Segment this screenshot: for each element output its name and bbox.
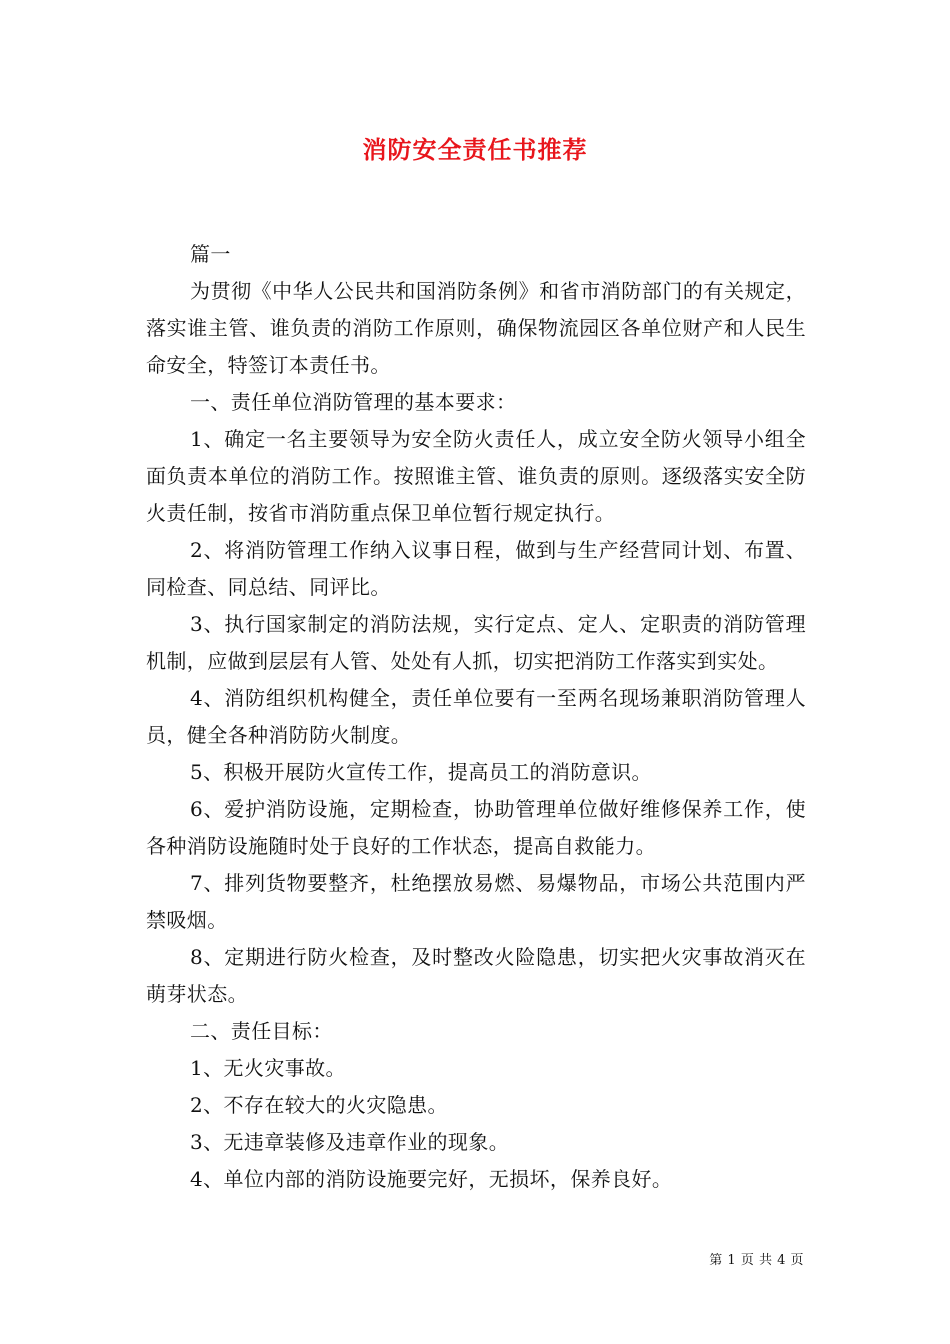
requirement-item: 5、积极开展防火宣传工作，提高员工的消防意识。	[190, 760, 652, 784]
requirement-item: 4、消防组织机构健全，责任单位要有一至两名现场兼职消防管理人员，健全各种消防防火制度。	[146, 686, 806, 747]
requirement-item: 7、排列货物要整齐，杜绝摆放易燃、易爆物品，市场公共范围内严禁吸烟。	[146, 871, 806, 932]
intro-paragraph: 为贯彻《中华人公民共和国消防条例》和省市消防部门的有关规定，落实谁主管、谁负责的消防工作原则，确保物流园区各单位财产和人民生命安全，特签订本责任书。	[146, 279, 806, 377]
section-heading-requirements: 一、责任单位消防管理的基本要求：	[190, 390, 517, 414]
section-heading-part-one: 篇一	[190, 242, 231, 266]
document-title: 消防安全责任书推荐	[362, 135, 588, 164]
requirement-item: 6、爱护消防设施，定期检查，协助管理单位做好维修保养工作，使各种消防设施随时处于良好的工作状态，提高自救能力。	[146, 797, 806, 858]
target-item: 4、单位内部的消防设施要完好，无损坏，保养良好。	[190, 1167, 673, 1191]
document-body	[146, 236, 806, 1198]
requirement-item: 8、定期进行防火检查，及时整改火险隐患，切实把火灾事故消灭在萌芽状态。	[146, 945, 806, 1006]
requirement-item: 2、将消防管理工作纳入议事日程，做到与生产经营同计划、布置、同检查、同总结、同评比。	[146, 538, 806, 599]
page-number-footer: 第 1 页 共 4 页	[709, 1253, 804, 1268]
target-item: 1、无火灾事故。	[190, 1056, 346, 1080]
requirement-item: 1、确定一名主要领导为安全防火责任人，成立安全防火领导小组全面负责本单位的消防工作。按照谁主管、谁负责的原则。逐级落实安全防火责任制，按省市消防重点保卫单位暂行规定执行。	[146, 427, 806, 525]
target-item: 2、不存在较大的火灾隐患。	[190, 1093, 448, 1117]
section-heading-targets: 二、责任目标：	[190, 1019, 333, 1043]
requirement-item: 3、执行国家制定的消防法规，实行定点、定人、定职责的消防管理机制，应做到层层有人管、处处有人抓，切实把消防工作落实到实处。	[146, 612, 806, 673]
target-item: 3、无违章装修及违章作业的现象。	[190, 1130, 510, 1154]
